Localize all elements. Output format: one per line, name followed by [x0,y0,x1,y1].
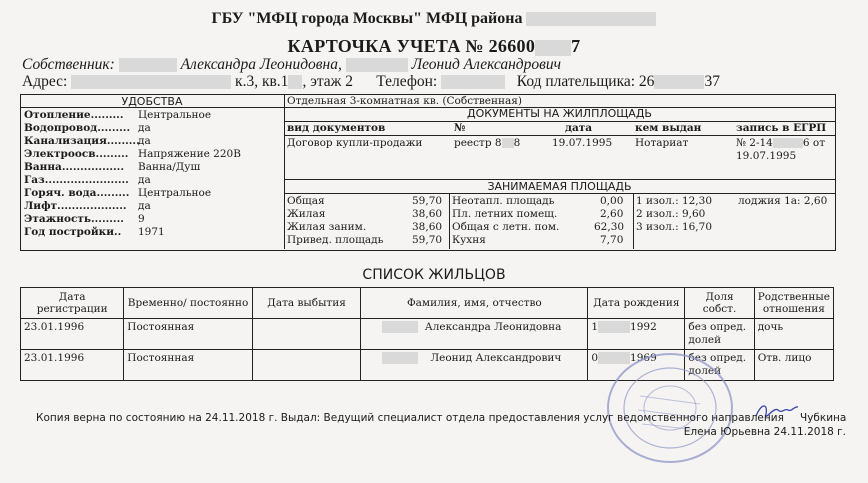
birth-date: 0 1969 [588,350,685,381]
area-value: 38,60 [412,221,443,233]
amenity-key: Этажность......... [24,213,124,225]
amenity-value: да [138,122,151,134]
area-value: 38,60 [412,208,443,220]
status: Постоянная [124,319,253,350]
doc-col-issuer: кем выдан [635,122,702,134]
table-row [21,319,834,350]
loggia-item: лоджия 1а: 2,60 [738,195,828,207]
doc-col-date: дата [565,122,593,134]
doc-col-type: вид документов [287,122,386,134]
redaction [346,58,408,72]
header-line1: ГБУ "МФЦ города Москвы" МФЦ района [0,10,868,28]
doc-number: реестр 8 8 [454,137,521,149]
amenity-key: Электроосв......... [24,148,129,160]
col-share: Доля собст. [685,288,754,319]
amenity-value: да [138,135,151,147]
residents-title: СПИСОК ЖИЛЬЦОВ [362,267,506,283]
address-label: Адрес: [22,73,68,90]
birth-date: 1 1992 [588,319,685,350]
col-birth-date: Дата рождения [588,288,685,319]
col-status: Временно/ постоянно [124,288,253,319]
redaction [441,75,505,89]
area-key: Общая [287,195,325,207]
area-key: Привед. площадь [287,234,384,246]
area-value: 59,70 [412,195,443,207]
doc-egrp-date: 19.07.1995 [736,150,797,162]
document-title: КАРТОЧКА УЧЕТА № 26600 7 [287,36,581,56]
official-stamp [600,348,740,468]
area-value: 62,30 [594,221,625,233]
doc-col-number: № [454,122,466,134]
redaction [71,75,231,89]
amenity-value: Ванна/Душ [138,161,201,173]
footer-signer-date: Елена Юрьевна 24.11.2018 г. [683,426,846,438]
address-floor: , этаж 2 [302,73,354,90]
redaction [119,58,177,72]
amenity-key: Газ....................... [24,174,129,186]
reg-date: 23.01.1996 [21,350,124,381]
relation: Отв. лицо [754,350,833,381]
amenity-value: да [138,174,151,186]
area-key: Жилая заним. [287,221,367,233]
amenity-value: Центральное [138,187,212,199]
col-relation: Родственные отношения [754,288,833,319]
share: без опред. долей [685,319,754,350]
owner-name-2: Леонид Александрович [411,56,561,73]
area-key: Кухня [452,234,486,246]
footer-certification: Копия верна по состоянию на 24.11.2018 г. Выдал: Ведущий специалист отдела предоставления услуг ведомственного направления [36,412,784,424]
amenities-title: УДОБСТВА [121,95,183,108]
amenity-value: 1971 [138,226,165,238]
out-date [252,319,361,350]
footer-signer-surname: Чубкина [800,412,847,424]
doc-issuer: Нотариат [635,137,689,149]
documents-title: ДОКУМЕНТЫ НА ЖИЛПЛОЩАДЬ [467,107,652,120]
doc-egrp-number: № 2-14 6 от [736,137,826,149]
area-key: Неотапл. площадь [452,195,555,207]
area-value: 2,60 [600,208,624,220]
share: без опред. долей [685,350,754,381]
col-out-date: Дата выбытия [252,288,361,319]
redaction [535,40,571,56]
redaction [654,75,704,89]
redaction [526,12,656,26]
doc-date: 19.07.1995 [552,137,613,149]
amenity-value: Напряжение 220В [138,148,241,160]
amenity-key: Отопление......... [24,109,124,121]
redaction [288,75,302,89]
address-line [22,73,720,91]
amenity-key: Горяч. вода......... [24,187,130,199]
owner-name-1: Александра Леонидовна, [180,56,342,73]
room-item: 2 изол.: 9,60 [636,208,706,220]
amenity-value: да [138,200,151,212]
amenity-key: Лифт................... [24,200,127,212]
full-name: Александра Леонидовна [361,319,588,350]
out-date [252,350,361,381]
amenity-key: Год постройки.. [24,226,122,238]
doc-col-egrp: запись в ЕГРП [736,122,827,134]
amenity-value: Центральное [138,109,212,121]
payer-code-tail: 37 [704,73,720,90]
owner-label: Собственник: [22,56,115,73]
apartment-type: Отдельная 3-комнатная кв. (Собственная) [287,95,522,107]
residents-header-row [21,288,834,319]
doc-type: Договор купли-продажи [287,137,423,149]
reg-date: 23.01.1996 [21,319,124,350]
area-value: 7,70 [600,234,624,246]
col-reg-date: Дата регистрации [21,288,124,319]
amenity-key: Канализация......... [24,135,140,147]
full-name: Леонид Александрович [361,350,588,381]
amenity-key: Ванна................. [24,161,124,173]
phone-label: Телефон: [376,73,438,90]
relation: дочь [754,319,833,350]
room-item: 1 изол.: 12,30 [636,195,713,207]
area-key: Общая с летн. пом. [452,221,560,233]
payer-code-label: Код плательщика: 26 [516,73,655,90]
amenity-key: Водопровод......... [24,122,131,134]
status: Постоянная [124,350,253,381]
area-key: Жилая [287,208,326,220]
room-item: 3 изол.: 16,70 [636,221,713,233]
area-key: Пл. летних помещ. [452,208,558,220]
address-building: к.3, кв.1 [235,73,289,90]
area-value: 0,00 [600,195,624,207]
owner-line [22,56,561,74]
area-title: ЗАНИМАЕМАЯ ПЛОЩАДЬ [487,180,632,193]
col-full-name: Фамилия, имя, отчество [361,288,588,319]
area-value: 59,70 [412,234,443,246]
amenity-value: 9 [138,213,145,225]
